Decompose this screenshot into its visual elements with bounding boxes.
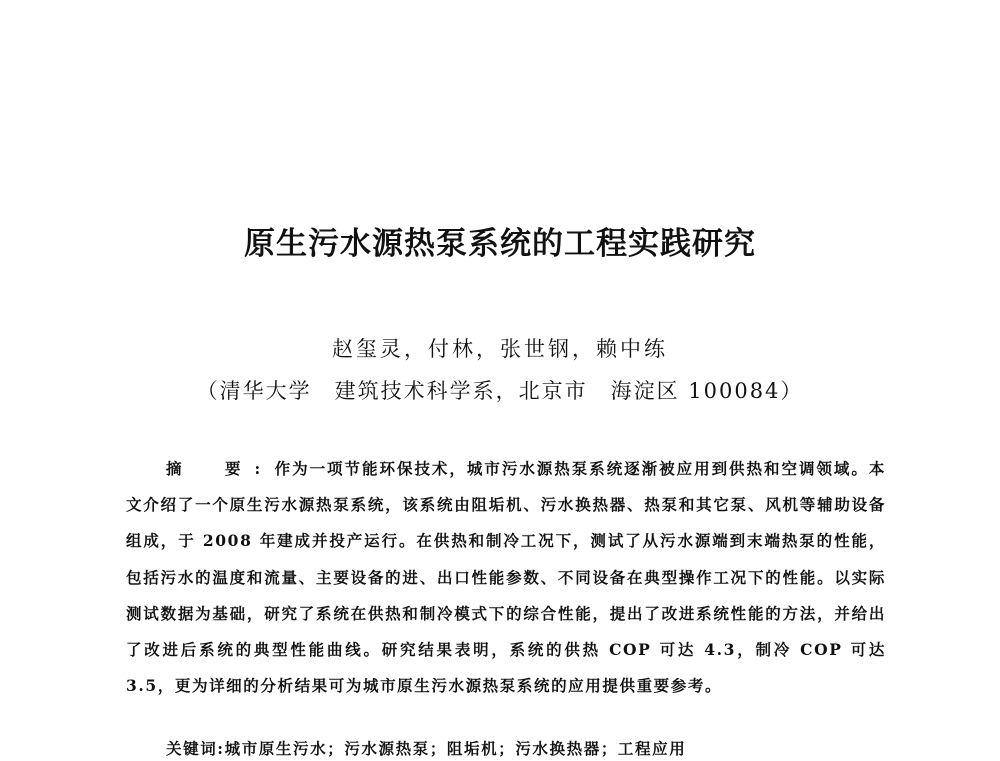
keywords-text: 城市原生污水；污水源热泵；阻垢机；污水换热器；工程应用 (224, 739, 687, 758)
author-affiliation: （清华大学 建筑技术科学系，北京市 海淀区 100084） (196, 379, 804, 403)
abstract-label: 摘 要: (166, 459, 275, 478)
abstract-text: 作为一项节能环保技术，城市污水源热泵系统逐渐被应用到供热和空调领域。本文介绍了一个原生污水源热泵系统，该系统由阻垢机、污水换热器、热泵和其它泵、风机等辅助设备组成，于 2008 年建成并投产运行。在供热和制冷工况下，测试了从污水源端到末端热泵的性能，包括污水的温度和流量、主要设备的进、出口性能参数、不同设备在典型操作工况下的性能。以实际测试数据为基础，研究了系统在供热和制冷模式下的综合性能，提出了改进系统性能的方法，并给出了改进后系统的典型性能曲线。研究结果表明，系统的供热 COP 可达 4.3，制冷 COP 可达 3.5，更为详细的分析结果可为城市原生污水源热泵系统的应用提供重要参考。 (126, 459, 886, 696)
author-list: 赵玺灵，付林，张世钢，赖中练 (332, 337, 668, 361)
paper-title: 原生污水源热泵系统的工程实践研究 (244, 226, 756, 262)
abstract (126, 451, 886, 704)
keywords-label: 关键词: (166, 739, 225, 758)
keywords (166, 737, 886, 761)
